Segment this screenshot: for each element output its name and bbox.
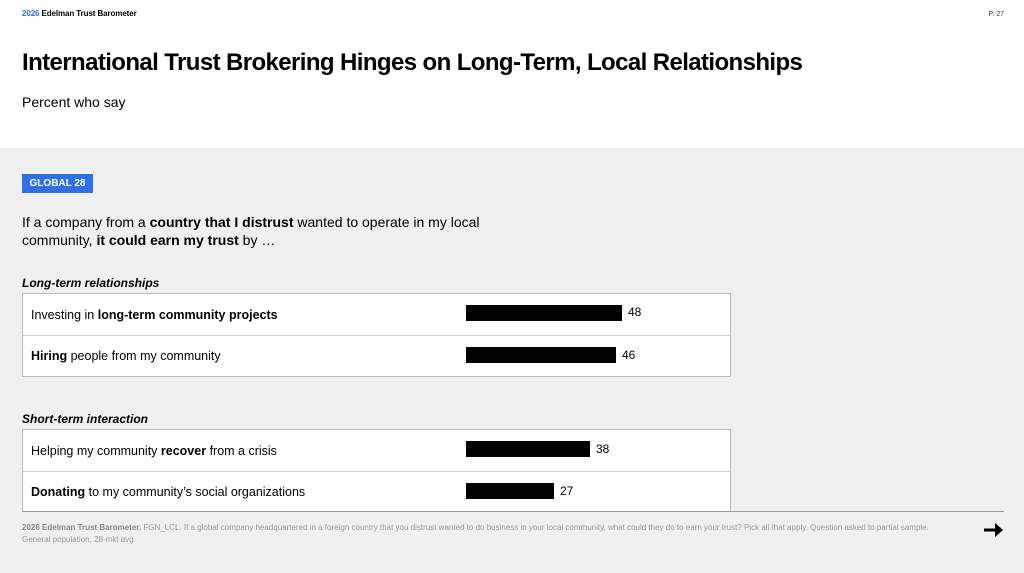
category-label [31, 430, 277, 471]
group-label: Short-term interaction [22, 412, 149, 426]
group-panel [22, 429, 731, 512]
page-number: P. 27 [988, 11, 1004, 18]
survey-question [22, 213, 482, 249]
page-subtitle: Percent who say [22, 94, 126, 110]
group-panel [22, 293, 731, 377]
category-label [31, 336, 221, 376]
category-part: to my community’s social organizations [85, 485, 306, 499]
header-area [0, 0, 1024, 148]
category-part: long-term community projects [97, 307, 278, 322]
category-part: from a crisis [206, 443, 277, 458]
footnote-text: FGN_LCL. If a global company headquartered in a foreign country that you distrust wanted to do business in your local community, what could they do to earn your trust? Pick all that apply. Question asked to partial sample. General population, 28-mkt avg. [22, 523, 929, 544]
question-text-part: If a company from a [22, 214, 150, 230]
category-part: Hiring [31, 349, 68, 363]
chart-row [23, 294, 730, 335]
category-text [31, 485, 305, 499]
category-label [31, 472, 305, 512]
category-part: Donating [31, 485, 86, 499]
category-part: Helping my community [31, 443, 161, 458]
footnote [22, 522, 952, 546]
data-label: 27 [560, 484, 574, 498]
category-text [31, 349, 221, 363]
group-label: Long-term relationships [22, 276, 160, 290]
category-text [31, 444, 277, 458]
category-text [31, 308, 278, 322]
data-label: 48 [628, 305, 642, 319]
question-text-part: it could earn my trust [96, 232, 239, 248]
chart-row [23, 430, 730, 471]
category-part: recover [160, 443, 207, 458]
page-title: International Trust Brokering Hinges on Long-Term, Local Relationships [22, 49, 803, 76]
category-label [31, 294, 278, 335]
chart-row [23, 335, 730, 376]
bar [466, 305, 622, 321]
data-label: 46 [622, 348, 636, 362]
brand-logo [22, 9, 137, 18]
category-part: Investing in [31, 307, 98, 322]
footer-divider [22, 511, 1004, 512]
bar [466, 347, 616, 363]
arrow-right-icon [983, 519, 1005, 541]
next-page-button[interactable] [983, 519, 1005, 541]
brand-year: 2026 [22, 9, 40, 18]
region-badge: GLOBAL 28 [22, 174, 93, 193]
question-text-part: country that I distrust [149, 214, 294, 230]
category-part: people from my community [67, 349, 221, 363]
bar [466, 441, 590, 457]
data-label: 38 [596, 442, 610, 456]
brand-name: Edelman Trust Barometer [39, 9, 137, 18]
question-text-part: by … [238, 232, 276, 248]
question-text-part: wanted to operate in my local community, [22, 214, 480, 248]
chart-row [23, 471, 730, 512]
footnote-source: 2026 Edelman Trust Barometer. [22, 523, 142, 532]
bar [466, 483, 554, 499]
